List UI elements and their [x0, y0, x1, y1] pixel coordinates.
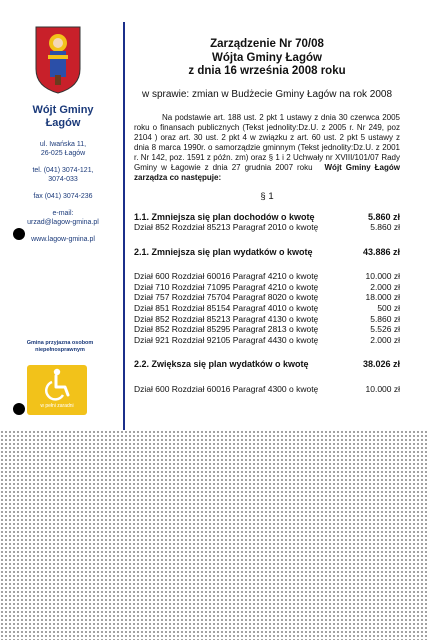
accessibility-label: Gmina przyjazna osobom niepełnosprawnym [26, 340, 94, 353]
document-title: Zarządzenie Nr 70/08 [210, 38, 324, 50]
redacted-pattern-area [0, 430, 429, 640]
punch-hole-lower [13, 403, 25, 415]
table-row [134, 282, 400, 293]
email-link[interactable]: urzad@lagow-gmina.pl [27, 219, 99, 226]
row-label: 2.2. Zwiększa się plan wydatków o kwotę [134, 359, 309, 370]
address-street: ul. Iwańska 11, [39, 141, 87, 148]
table-row [134, 335, 400, 346]
table-row [134, 271, 400, 282]
legal-basis-paragraph [134, 113, 400, 183]
fax-number: fax (041) 3074-236 [33, 193, 93, 200]
website-link[interactable]: www.lagow-gmina.pl [31, 236, 95, 243]
row-label: Dział 757 Rozdział 75704 Paragraf 8020 o kwotę [134, 292, 319, 303]
row-amount: 5.860 zł [370, 222, 400, 233]
email-label: e-mail: [52, 210, 74, 217]
table-row [134, 314, 400, 325]
row-amount: 500 zł [377, 303, 400, 314]
coat-of-arms-icon [34, 25, 82, 95]
row-label: Dział 852 Rozdział 85213 Paragraf 4130 o kwotę [134, 313, 319, 324]
document-issuer: Wójta Gminy Łagów [212, 51, 322, 64]
row-label: Dział 921 Rozdział 92105 Paragraf 4430 o kwotę [134, 334, 319, 345]
document-body [134, 38, 400, 395]
sidebar-title: Wójt Gminy [32, 104, 94, 116]
row-amount: 2.000 zł [370, 281, 400, 292]
punch-hole-upper [13, 228, 25, 240]
row-label: Dział 852 Rozdział 85213 Paragraf 2010 o kwotę [134, 222, 319, 233]
row-label: Dział 710 Rozdział 71095 Paragraf 4210 o kwotę [134, 281, 319, 292]
row-amount: 5.860 zł [367, 211, 400, 222]
expense-decrease-heading [134, 247, 400, 258]
row-label: 2.1. Zmniejsza się plan wydatków o kwotę [134, 246, 313, 257]
row-amount: 38.026 zł [362, 359, 400, 370]
margin-rule [123, 22, 125, 430]
table-row [134, 303, 400, 314]
sidebar [8, 104, 118, 244]
section-heading: § 1 [260, 190, 274, 202]
income-decrease-heading [134, 212, 400, 223]
row-amount: 2.000 zł [370, 334, 400, 345]
sidebar-title-town: Łagów [45, 117, 81, 129]
address-city: 26-025 Łagów [40, 150, 86, 157]
row-amount: 10.000 zł [365, 271, 400, 282]
row-label: Dział 600 Rozdział 60016 Paragraf 4210 o kwotę [134, 271, 319, 282]
expense-increase-heading [134, 359, 400, 370]
row-amount: 10.000 zł [365, 384, 400, 395]
table-row [134, 384, 400, 395]
row-label: Dział 852 Rozdział 85295 Paragraf 2813 o kwotę [134, 324, 319, 335]
row-amount: 5.860 zł [370, 313, 400, 324]
row-amount: 5.526 zł [370, 324, 400, 335]
row-amount: 18.000 zł [365, 292, 400, 303]
row-label: 1.1. Zmniejsza się plan dochodów o kwotę [134, 211, 315, 222]
row-label: Dział 600 Rozdział 60016 Paragraf 4300 o kwotę [134, 384, 319, 395]
phone-primary: tel. (041) 3074-121, [32, 167, 94, 174]
document-subject: w sprawie: zmian w Budżecie Gminy Łagów na rok 2008 [141, 88, 393, 100]
row-label: Dział 851 Rozdział 85154 Paragraf 4010 o kwotę [134, 303, 319, 314]
document-date: z dnia 16 września 2008 roku [188, 65, 346, 77]
decision-clause: Wójt Gminy Łagów zarządza co następuje: [134, 162, 401, 182]
table-row [134, 324, 400, 335]
table-row [134, 292, 400, 303]
legal-basis-text: Na podstawie art. 188 ust. 2 pkt 1 ustawy z dnia 30 czerwca 2005 roku o finansach publicznych (Tekst jednolity:Dz.U. z 2005 r. Nr 249, poz 2104 ) oraz art. 30 ust. 2 pkt 4 w związku z art. 60 ust. 2 pkt 5 ustawy z dnia 8 marca 1990r. o samorządzie gminnym (Tekst jednolity:Dz.U. z 2001 r. Nr 142, poz. 1591 z późn. zm) oraz § 1 i 2 Uchwały nr XVIII/101/07 Rady Gminy w Łagowie z dnia 27 grudnia 2007 roku [134, 112, 400, 172]
wheelchair-icon [27, 365, 87, 405]
accessibility-caption: w pełni zaradni [40, 403, 74, 409]
phone-secondary: 3074-033 [48, 176, 78, 183]
table-row [134, 222, 400, 233]
row-amount: 43.886 zł [362, 246, 400, 257]
